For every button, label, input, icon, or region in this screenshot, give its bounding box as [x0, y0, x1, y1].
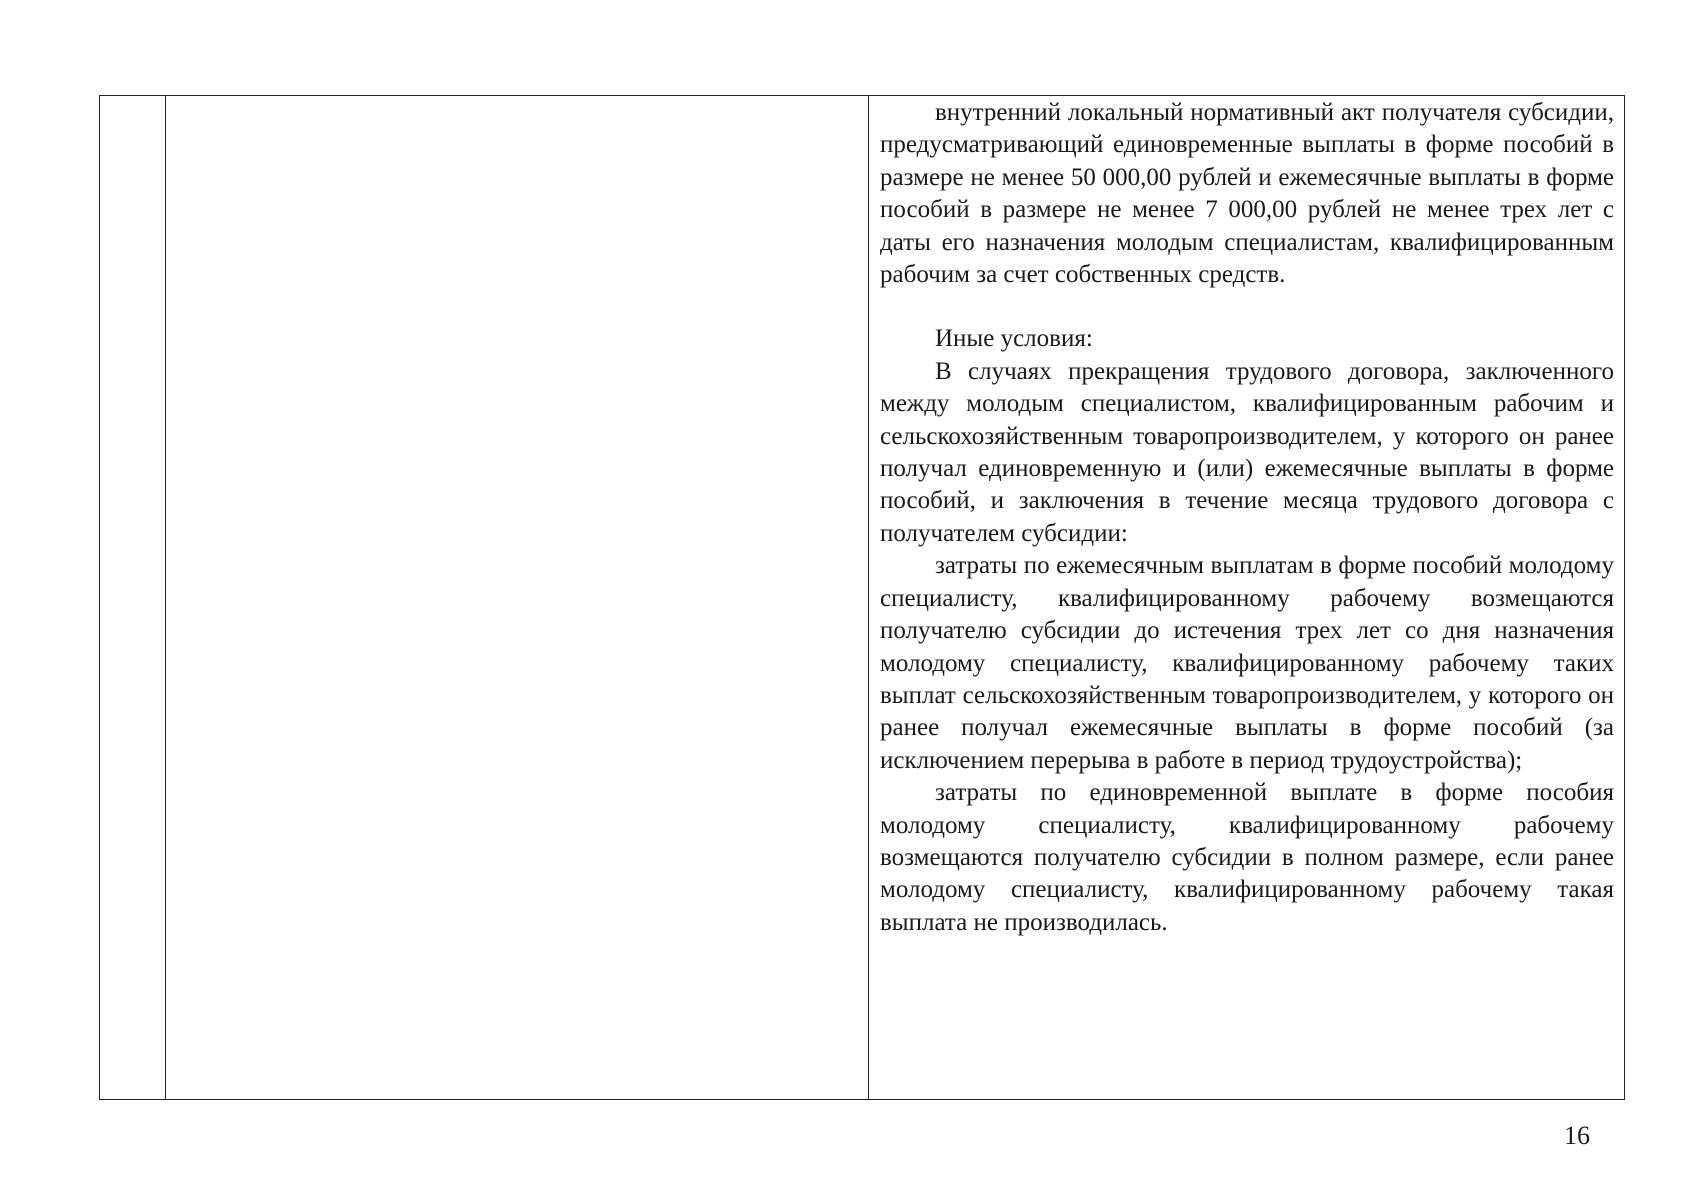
paragraph-contract-termination: В случаях прекращения трудового договора, заключенного между молодым специалистом, квалифицированным рабочим и сельскохозяйственным товаропроизводителем, у которого он ранее получал единовременную и (или) ежемесячные выплаты в форме пособий, и заключения в течение месяца трудового договора с получателем субсидии: [880, 357, 1614, 547]
paragraph-internal-act: внутренний локальный нормативный акт получателя субсидии, предусматривающий единовременные выплаты в форме пособий в размере не менее 50 000,00 рублей и ежемесячные выплаты в форме пособий в размере не менее 7 000,00 рублей не менее трех лет с даты его назначения молодым специалистам, квалифицированным рабочим за счет собственных средств. [880, 99, 1614, 289]
table-column-number [100, 96, 166, 1099]
paragraph-other-conditions-heading: Иные условия: [935, 325, 1093, 353]
document-table [99, 95, 1625, 1100]
paragraph-one-time-payment: затраты по единовременной выплате в форме пособия молодому специалисту, квалифицированному рабочему возмещаются получателю субсидии в полном размере, если ранее молодому специалисту, квалифицированному рабочему такая выплата не производилась. [880, 779, 1614, 936]
table-column-conditions [869, 96, 1624, 1099]
page-number: 16 [1564, 1121, 1590, 1150]
table-column-name [166, 96, 869, 1099]
paragraph-monthly-payments: затраты по ежемесячным выплатам в форме пособий молодому специалисту, квалифицированному рабочему возмещаются получателю субсидии до истечения трех лет со дня назначения молодому специалисту, квалифицированному рабочему таких выплат сельскохозяйственным товаропроизводителем, у которого он ранее получал ежемесячные выплаты в форме пособий (за исключением перерыва в работе в период трудоустройства); [880, 552, 1614, 774]
